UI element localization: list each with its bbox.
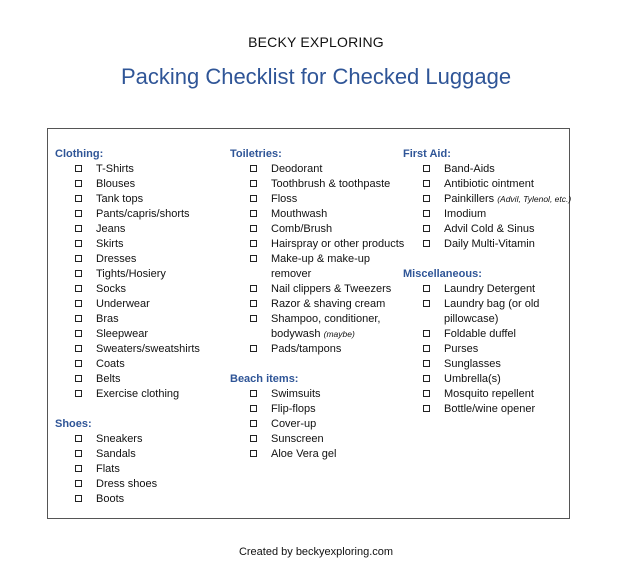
checklist-item	[403, 162, 573, 177]
item-label: Make-up & make-up remover	[271, 253, 371, 280]
checkbox[interactable]	[75, 465, 82, 472]
checklist-item	[55, 372, 230, 387]
checklist-section	[230, 147, 405, 357]
checklist-item	[230, 417, 405, 432]
checklist-item	[403, 387, 573, 402]
item-label: Sunscreen	[271, 433, 324, 445]
item-label: Tights/Hosiery	[96, 268, 166, 280]
item-label: Toothbrush & toothpaste	[271, 178, 391, 190]
section-title: Beach items:	[230, 373, 299, 385]
item-label: Painkillers	[444, 193, 495, 205]
item-label: Jeans	[96, 223, 126, 235]
checklist-item	[55, 237, 230, 252]
checklist-item	[230, 387, 405, 402]
item-label: Pads/tampons	[271, 343, 342, 355]
item-label: Foldable duffel	[444, 328, 516, 340]
checklist-item	[230, 237, 405, 252]
checklist-item	[230, 342, 405, 357]
item-label: Flip-flops	[271, 403, 316, 415]
item-label: Aloe Vera gel	[271, 448, 337, 460]
item-label: Exercise clothing	[96, 388, 180, 400]
item-label: Mouthwash	[271, 208, 328, 220]
checkbox[interactable]	[423, 405, 430, 412]
checklist-section	[55, 417, 230, 507]
checklist-items	[55, 432, 230, 507]
item-label: Antibiotic ointment	[444, 178, 534, 190]
checklist-item	[230, 447, 405, 462]
checklist-items	[230, 387, 405, 462]
checklist-item	[403, 372, 573, 387]
checklist-item	[55, 477, 230, 492]
footer-credit: Created by beckyexploring.com	[238, 546, 394, 558]
checklist-item	[230, 432, 405, 447]
item-label: Skirts	[96, 238, 124, 250]
item-label: Purses	[444, 343, 479, 355]
checklist-item	[230, 252, 405, 282]
checklist-item	[403, 402, 573, 417]
checkbox[interactable]	[423, 225, 430, 232]
checklist-item	[403, 207, 573, 222]
checklist-item	[55, 492, 230, 507]
checkbox[interactable]	[75, 300, 82, 307]
checkbox[interactable]	[250, 315, 257, 322]
item-label: Razor & shaving cream	[271, 298, 386, 310]
item-note: (Advil, Tylenol, etc.)	[497, 194, 572, 204]
checkbox[interactable]	[423, 330, 430, 337]
checklist-item	[55, 192, 230, 207]
checklist-items	[403, 282, 573, 417]
item-label: Sandals	[96, 448, 136, 460]
checkbox[interactable]	[250, 240, 257, 247]
checkbox[interactable]	[423, 285, 430, 292]
item-label: Laundry bag (or old pillowcase)	[444, 298, 540, 325]
column-2	[230, 147, 405, 477]
checklist-item	[55, 207, 230, 222]
item-label: Sneakers	[96, 433, 143, 445]
brand-name: BECKY EXPLORING	[248, 34, 384, 50]
checkbox[interactable]	[250, 390, 257, 397]
checkbox[interactable]	[75, 285, 82, 292]
checklist-item	[403, 192, 573, 207]
item-label: Umbrella(s)	[444, 373, 501, 385]
checkbox[interactable]	[75, 450, 82, 457]
checkbox[interactable]	[250, 450, 257, 457]
checklist-item	[55, 312, 230, 327]
item-label: Floss	[271, 193, 298, 205]
checklist-item	[230, 162, 405, 177]
section-title: Toiletries:	[230, 148, 282, 160]
item-label: Nail clippers & Tweezers	[271, 283, 392, 295]
item-label: Pants/capris/shorts	[96, 208, 190, 220]
item-label: Daily Multi-Vitamin	[444, 238, 535, 250]
checklist-item	[403, 222, 573, 237]
checklist-item	[55, 462, 230, 477]
checklist-item	[230, 312, 405, 342]
checkbox[interactable]	[75, 495, 82, 502]
item-label: Socks	[96, 283, 126, 295]
checkbox[interactable]	[75, 240, 82, 247]
checkbox[interactable]	[423, 195, 430, 202]
item-label: Flats	[96, 463, 120, 475]
section-title: Shoes:	[55, 418, 92, 430]
checkbox[interactable]	[250, 405, 257, 412]
checkbox[interactable]	[423, 390, 430, 397]
checkbox[interactable]	[75, 195, 82, 202]
checkbox[interactable]	[423, 180, 430, 187]
checklist-item	[55, 357, 230, 372]
item-label: Sweaters/sweatshirts	[96, 343, 200, 355]
checkbox[interactable]	[423, 240, 430, 247]
checkbox[interactable]	[250, 165, 257, 172]
item-label: Laundry Detergent	[444, 283, 536, 295]
item-label: Sunglasses	[444, 358, 501, 370]
item-label: Advil Cold & Sinus	[444, 223, 535, 235]
checklist-section	[403, 147, 573, 252]
checkbox[interactable]	[423, 360, 430, 367]
checklist-item	[230, 207, 405, 222]
column-3	[403, 147, 573, 432]
checklist-item	[55, 387, 230, 402]
item-label: T-Shirts	[96, 163, 134, 175]
checkbox[interactable]	[75, 480, 82, 487]
checkbox[interactable]	[75, 330, 82, 337]
checklist-item	[403, 357, 573, 372]
checklist-items	[230, 162, 405, 357]
checkbox[interactable]	[75, 345, 82, 352]
item-label: Cover-up	[271, 418, 317, 430]
checkbox[interactable]	[250, 225, 257, 232]
checkbox[interactable]	[423, 300, 430, 307]
checklist-section	[55, 147, 230, 402]
checkbox[interactable]	[250, 420, 257, 427]
checklist-section	[403, 267, 573, 417]
item-label: Dress shoes	[96, 478, 158, 490]
checklist-item	[55, 162, 230, 177]
checklist-item	[230, 297, 405, 312]
checklist-item	[403, 177, 573, 192]
item-label: Shampoo, conditioner, bodywash	[271, 313, 381, 340]
checklist-item	[55, 282, 230, 297]
checklist-item	[55, 297, 230, 312]
checkbox[interactable]	[250, 210, 257, 217]
item-label: Underwear	[96, 298, 150, 310]
checklist-item	[55, 327, 230, 342]
checkbox[interactable]	[250, 195, 257, 202]
checkbox[interactable]	[250, 285, 257, 292]
item-label: Hairspray or other products	[271, 238, 405, 250]
checkbox[interactable]	[423, 345, 430, 352]
checklist-item	[55, 222, 230, 237]
item-label: Deodorant	[271, 163, 323, 175]
item-label: Imodium	[444, 208, 487, 220]
checklist-item	[230, 402, 405, 417]
item-label: Dresses	[96, 253, 137, 265]
checkbox[interactable]	[423, 375, 430, 382]
checkbox[interactable]	[423, 210, 430, 217]
item-label: Sleepwear	[96, 328, 148, 340]
checkbox[interactable]	[75, 165, 82, 172]
checklist-section	[230, 372, 405, 462]
checkbox[interactable]	[75, 225, 82, 232]
checklist-items	[55, 162, 230, 402]
item-label: Tank tops	[96, 193, 144, 205]
item-label: Boots	[96, 493, 125, 505]
checkbox[interactable]	[250, 345, 257, 352]
section-title: First Aid:	[403, 148, 451, 160]
checklist-item	[55, 447, 230, 462]
checklist-item	[55, 432, 230, 447]
checkbox[interactable]	[423, 165, 430, 172]
page-title: Packing Checklist for Checked Luggage	[120, 64, 512, 89]
checkbox[interactable]	[250, 435, 257, 442]
item-label: Comb/Brush	[271, 223, 333, 235]
item-label: Bras	[96, 313, 119, 325]
checklist-items	[403, 162, 573, 252]
checkbox[interactable]	[75, 390, 82, 397]
section-title: Clothing:	[55, 148, 104, 160]
checklist-item	[230, 222, 405, 237]
checkbox[interactable]	[75, 375, 82, 382]
checklist-item	[230, 282, 405, 297]
checkbox[interactable]	[75, 210, 82, 217]
checklist-item	[230, 192, 405, 207]
item-label: Mosquito repellent	[444, 388, 534, 400]
checklist-item	[403, 237, 573, 252]
checkbox[interactable]	[75, 255, 82, 262]
column-1	[55, 147, 230, 522]
checkbox[interactable]	[75, 360, 82, 367]
checklist-item	[403, 342, 573, 357]
checklist-item	[55, 177, 230, 192]
item-label: Coats	[96, 358, 125, 370]
checklist-item	[230, 177, 405, 192]
checkbox[interactable]	[75, 435, 82, 442]
item-label: Bottle/wine opener	[444, 403, 536, 415]
checklist-item	[55, 342, 230, 357]
item-label: Band-Aids	[444, 163, 495, 175]
item-label: Blouses	[96, 178, 136, 190]
checkbox[interactable]	[75, 180, 82, 187]
checklist-item	[403, 282, 573, 297]
checklist-item	[55, 267, 230, 282]
checklist-item	[55, 252, 230, 267]
checkbox[interactable]	[250, 300, 257, 307]
checkbox[interactable]	[250, 255, 257, 262]
item-note: (maybe)	[323, 329, 355, 339]
checklist-box	[47, 128, 570, 519]
section-title: Miscellaneous:	[403, 268, 482, 280]
item-label: Belts	[96, 373, 121, 385]
checklist-item	[403, 327, 573, 342]
checkbox[interactable]	[75, 270, 82, 277]
checkbox[interactable]	[75, 315, 82, 322]
checklist-item	[403, 297, 573, 327]
item-label: Swimsuits	[271, 388, 321, 400]
checkbox[interactable]	[250, 180, 257, 187]
